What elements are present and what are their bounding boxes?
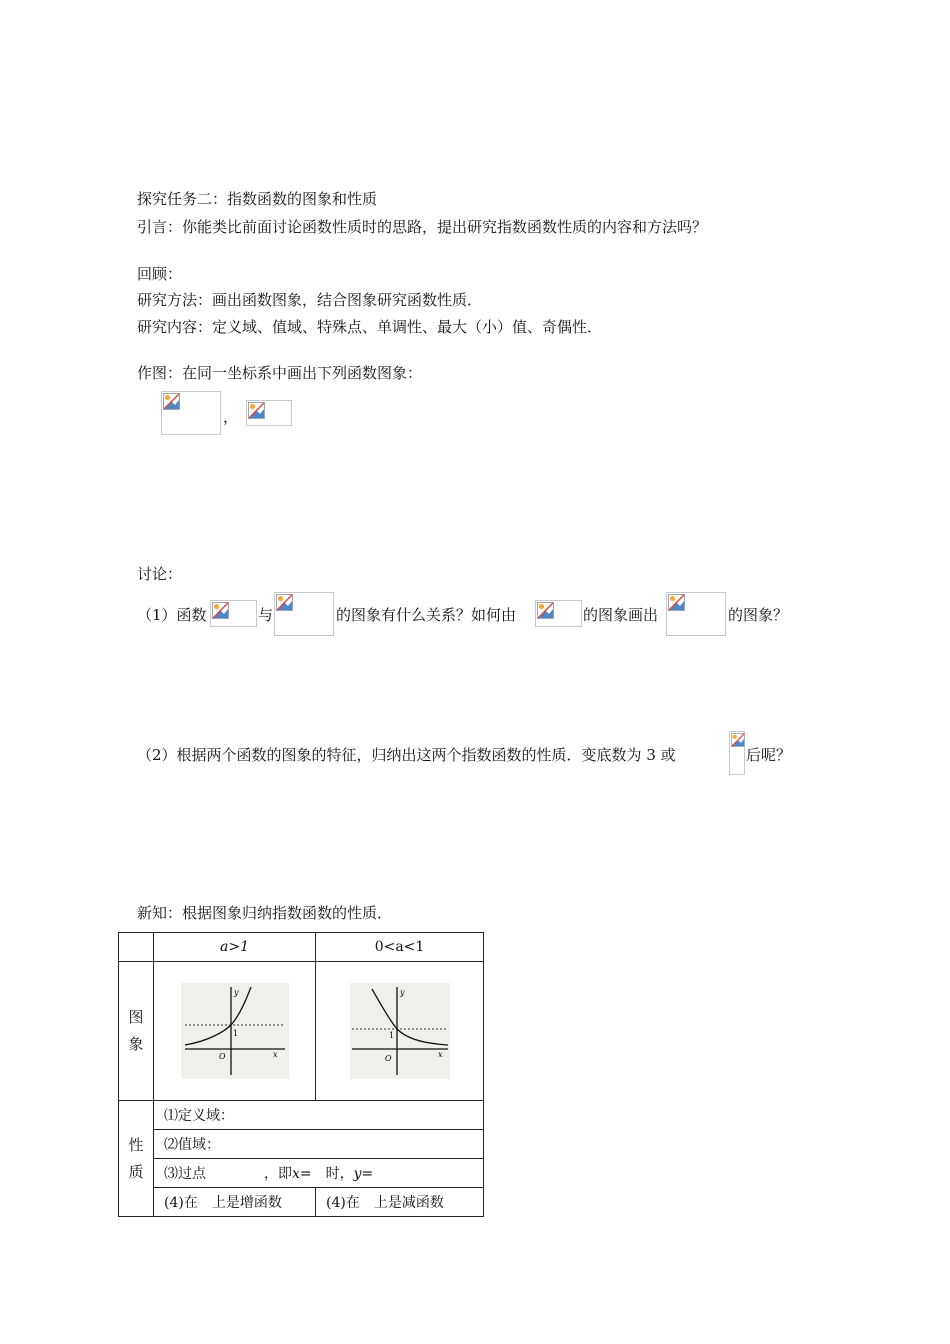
svg-text:1: 1	[232, 1029, 238, 1038]
q1-suffix: 的图象？	[728, 606, 789, 624]
properties-table	[118, 932, 484, 1217]
section-heading: 探究任务二：指数函数的图象和性质	[137, 190, 378, 208]
properties-row-label: 性 质	[119, 1101, 154, 1217]
q1-mid: 的图象有什么关系？如何由	[336, 606, 517, 624]
broken-image-icon	[163, 393, 180, 410]
prop-fixed-point: ⑶过点 ，即x= 时，y=	[154, 1159, 484, 1188]
draw-instruction: 作图：在同一坐标系中画出下列函数图象：	[137, 364, 423, 382]
q1-and: 与	[258, 606, 274, 624]
formula-image-placeholder	[210, 600, 257, 627]
broken-image-icon	[276, 594, 293, 611]
svg-text:1: 1	[388, 1031, 394, 1040]
intro-paragraph: 引言：你能类比前面讨论函数性质时的思路，提出研究指数函数性质的内容和方法吗？	[137, 218, 708, 236]
review-content: 研究内容：定义域、值域、特殊点、单调性、最大（小）值、奇偶性．	[137, 318, 603, 336]
prop-decreasing: (4)在 上是减函数	[316, 1188, 484, 1217]
svg-text:O: O	[218, 1052, 226, 1061]
formula-image-placeholder	[274, 592, 334, 636]
new-knowledge: 新知：根据图象归纳指数函数的性质．	[137, 904, 393, 922]
review-method: 研究方法：画出函数图象，结合图象研究函数性质．	[137, 291, 483, 309]
discussion-label: 讨论：	[137, 565, 183, 583]
formula-image-placeholder	[246, 400, 292, 426]
decreasing-exponential-graph	[350, 983, 450, 1079]
prop-range: ⑵值域：	[154, 1130, 484, 1159]
graph-increasing	[154, 962, 316, 1101]
prop-domain: ⑴定义域：	[154, 1101, 484, 1130]
broken-image-icon	[537, 602, 554, 619]
q2-text: （2）根据两个函数的图象的特征，归纳出这两个指数函数的性质．变底数为 3 或	[137, 746, 676, 764]
q2-suffix: 后呢？	[746, 746, 792, 764]
svg-text:y: y	[233, 988, 239, 997]
header-a-greater-1: a>1	[154, 933, 316, 962]
broken-image-icon	[248, 402, 265, 419]
formula-image-placeholder	[535, 600, 582, 627]
formula-image-placeholder	[729, 731, 745, 775]
svg-text:y: y	[399, 988, 405, 997]
q1-mid2: 的图象画出	[583, 606, 659, 624]
formula-image-placeholder	[666, 592, 726, 636]
formula-image-placeholder	[161, 391, 221, 435]
broken-image-icon	[668, 594, 685, 611]
svg-text:x: x	[272, 1050, 278, 1059]
graph-decreasing	[316, 962, 484, 1101]
svg-text:x: x	[437, 1050, 443, 1059]
prop-increasing: (4)在 上是增函数	[154, 1188, 316, 1217]
broken-image-icon	[731, 733, 745, 747]
table-corner-cell	[119, 933, 154, 962]
svg-text:O: O	[384, 1054, 392, 1063]
header-a-between-0-1: 0<a<1	[316, 933, 484, 962]
draw-separator: ，	[223, 408, 239, 426]
q1-prefix: （1）函数	[137, 606, 207, 624]
increasing-exponential-graph	[181, 983, 289, 1079]
review-label: 回顾：	[137, 265, 183, 283]
broken-image-icon	[212, 602, 229, 619]
graph-row-label: 图 象	[119, 962, 154, 1101]
